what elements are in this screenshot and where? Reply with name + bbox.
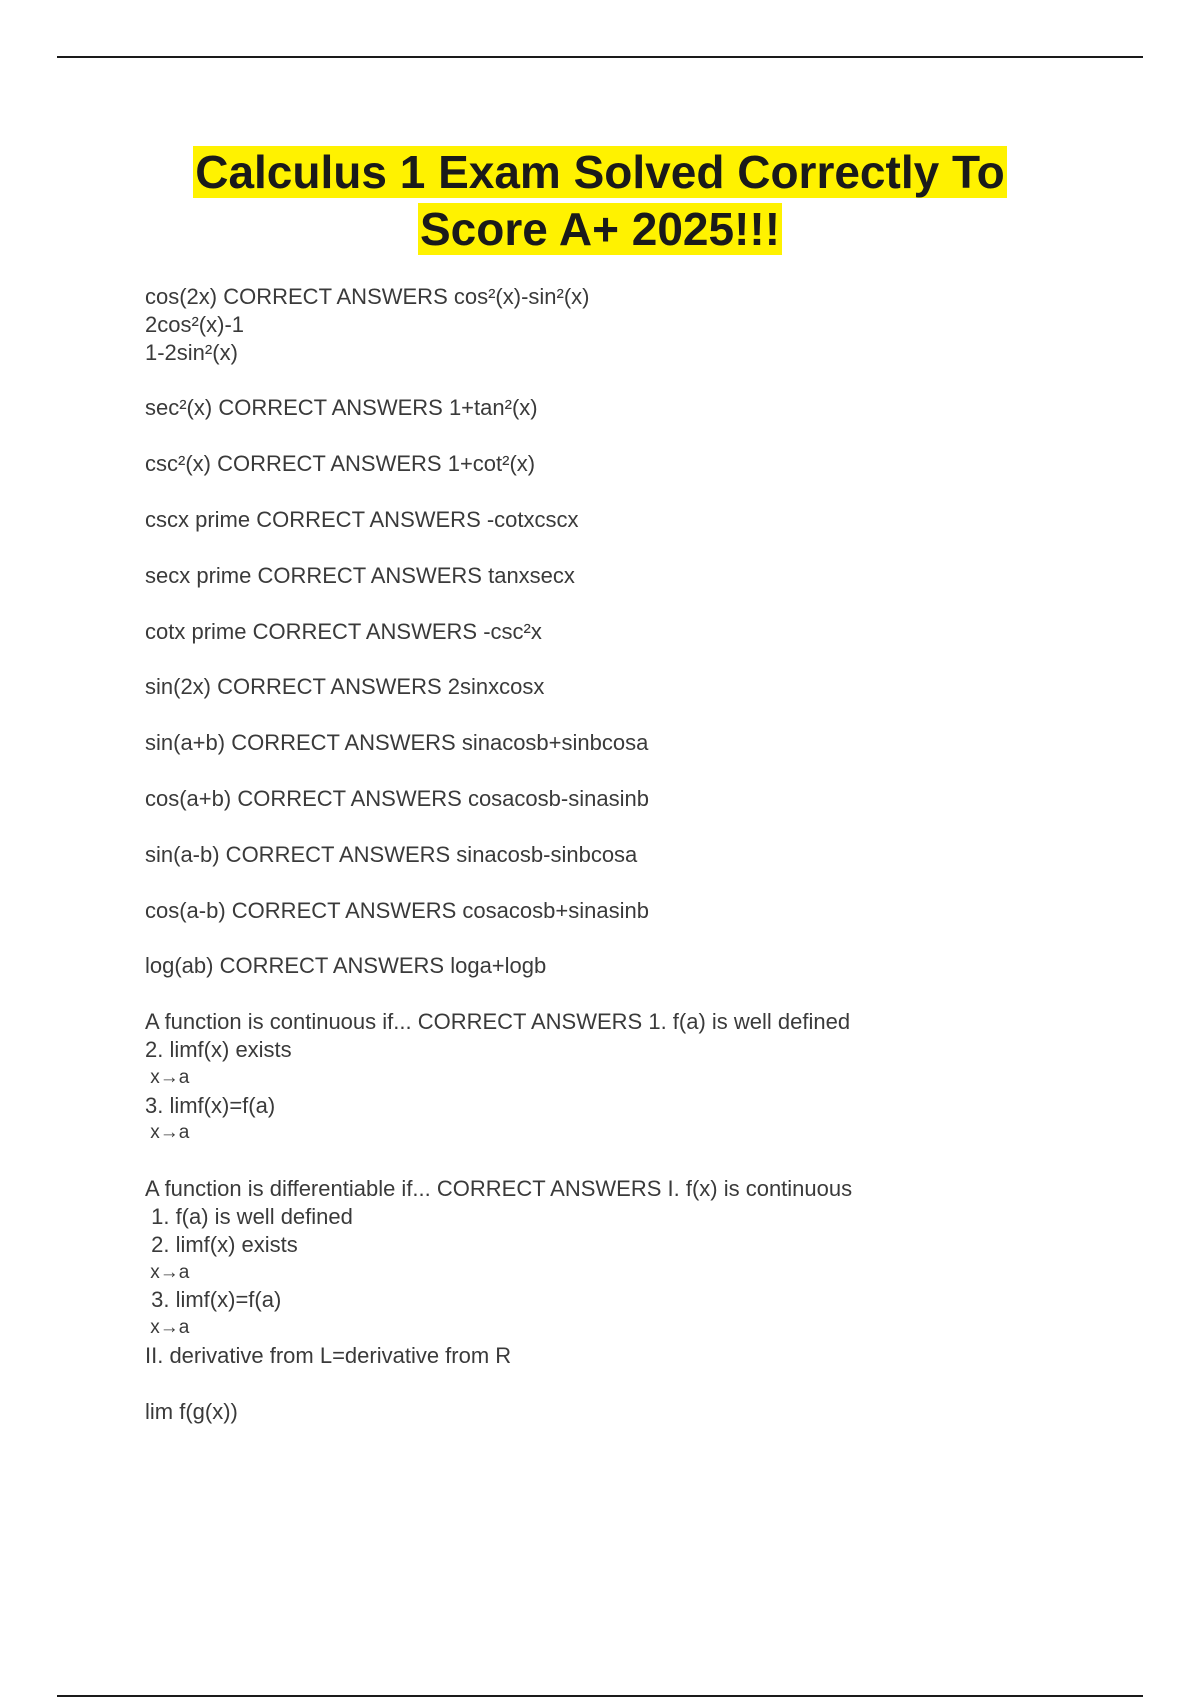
qa-question-line: A function is differentiable if... CORRECT ANSWERS I. f(x) is continuous: [145, 1176, 853, 1202]
qa-question-line: sec²(x) CORRECT ANSWERS 1+tan²(x): [145, 395, 538, 421]
qa-entry: [145, 897, 1145, 925]
qa-answer-line: 2. limf(x) exists: [145, 1036, 292, 1062]
qa-question-line: cscx prime CORRECT ANSWERS -cotxcscx: [145, 506, 579, 532]
qa-question-line: A function is continuous if... CORRECT ANSWERS 1. f(a) is well defined: [145, 1009, 851, 1035]
title-line-1: Calculus 1 Exam Solved Correctly To: [195, 146, 1005, 198]
bottom-rule: [57, 1695, 1143, 1697]
qa-entry: [145, 1008, 1145, 1147]
qa-list: [145, 283, 1145, 1454]
qa-question-line: log(ab) CORRECT ANSWERS loga+logb: [145, 953, 547, 979]
qa-entry: [145, 394, 1145, 422]
qa-answer-line: 2cos²(x)-1: [145, 311, 245, 337]
title-line-2: Score A+ 2025!!!: [419, 203, 781, 255]
qa-question-line: cos(2x) CORRECT ANSWERS cos²(x)-sin²(x): [145, 284, 590, 309]
qa-entry: [145, 729, 1145, 757]
qa-answer-line: x→a: [145, 1122, 190, 1144]
qa-entry: [145, 841, 1145, 869]
qa-answer-line: II. derivative from L=derivative from R: [145, 1342, 512, 1368]
qa-answer-line: 2. limf(x) exists: [145, 1231, 298, 1257]
qa-question-line: sin(2x) CORRECT ANSWERS 2sinxcosx: [145, 674, 545, 700]
qa-entry: [145, 562, 1145, 590]
qa-entry: [145, 952, 1145, 980]
qa-question-line: sin(a-b) CORRECT ANSWERS sinacosb-sinbcosa: [145, 841, 638, 867]
qa-entry: [145, 506, 1145, 534]
qa-entry: [145, 450, 1145, 478]
qa-question-line: cos(a+b) CORRECT ANSWERS cosacosb-sinasinb: [145, 785, 649, 811]
qa-entry: [145, 283, 1145, 366]
qa-answer-line: 3. limf(x)=f(a): [145, 1287, 282, 1313]
qa-answer-line: x→a: [145, 1317, 190, 1339]
qa-answer-line: 1-2sin²(x): [145, 339, 238, 365]
qa-question-line: lim f(g(x)): [145, 1398, 238, 1424]
qa-question-line: cotx prime CORRECT ANSWERS -csc²x: [145, 618, 542, 644]
document-title: [100, 144, 1100, 258]
qa-answer-line: x→a: [145, 1261, 190, 1283]
qa-entry: [145, 673, 1145, 701]
qa-question-line: sin(a+b) CORRECT ANSWERS sinacosb+sinbcosa: [145, 730, 649, 756]
qa-answer-line: 3. limf(x)=f(a): [145, 1092, 276, 1118]
qa-question-line: cos(a-b) CORRECT ANSWERS cosacosb+sinasinb: [145, 897, 649, 923]
qa-entry: [145, 785, 1145, 813]
qa-answer-line: 1. f(a) is well defined: [145, 1203, 353, 1229]
qa-entry: [145, 1175, 1145, 1370]
qa-question-line: csc²(x) CORRECT ANSWERS 1+cot²(x): [145, 451, 536, 477]
qa-entry: [145, 1398, 1145, 1426]
qa-answer-line: x→a: [145, 1066, 190, 1088]
top-rule: [57, 56, 1143, 58]
qa-entry: [145, 618, 1145, 646]
qa-question-line: secx prime CORRECT ANSWERS tanxsecx: [145, 562, 575, 588]
